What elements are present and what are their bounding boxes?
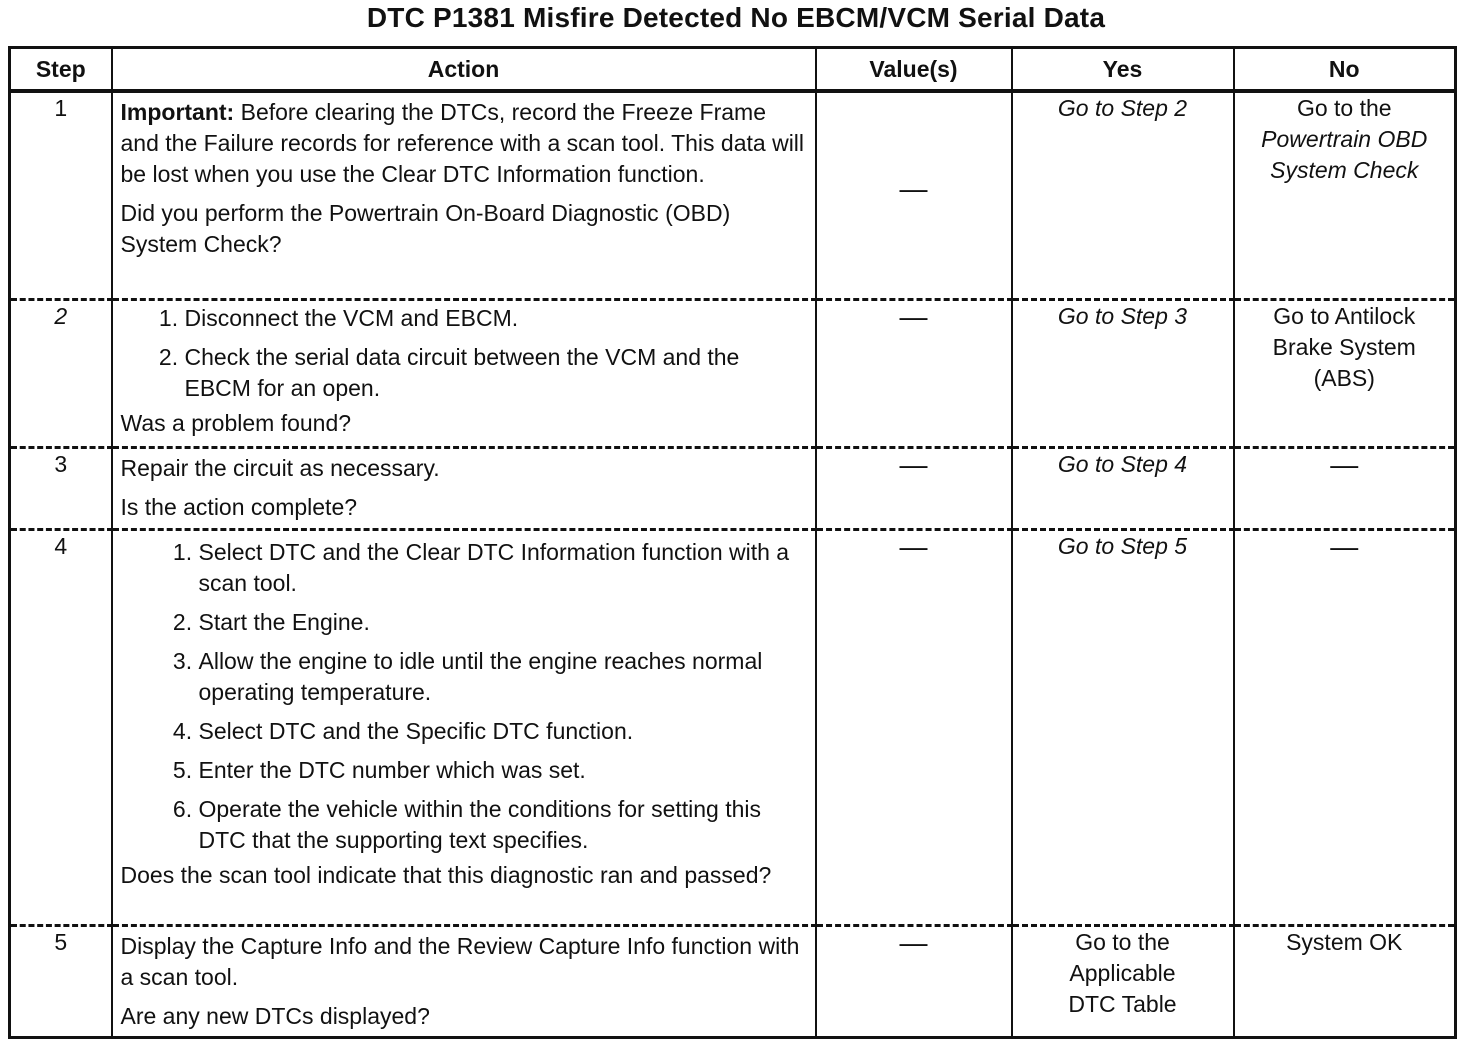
important-label: Important: (120, 99, 235, 125)
no-cell: Go to Antilock Brake System (ABS) (1234, 299, 1456, 447)
action-list-item: 5. Enter the DTC number which was set. (199, 755, 807, 786)
action-list-item: 2. Check the serial data circuit between the VCM and the EBCM for an open. (185, 342, 807, 404)
action-text: Repair the circuit as necessary. (120, 454, 440, 481)
table-row (10, 299, 1456, 447)
action-list-item: 4. Select DTC and the Specific DTC function. (199, 716, 807, 747)
table-row (10, 529, 1456, 925)
table-header-row (10, 48, 1456, 92)
yes-cell: Go to the Applicable DTC Table (1012, 925, 1234, 1037)
column-header-yes: Yes (1012, 48, 1234, 92)
yes-cell: Go to Step 2 (1012, 91, 1234, 299)
value-cell: — (816, 925, 1012, 1037)
no-cell: System OK (1234, 925, 1456, 1037)
action-text: Display the Capture Info and the Review Capture Info function with a scan tool. (120, 932, 800, 990)
column-header-values: Value(s) (816, 48, 1012, 92)
action-question: Does the scan tool indicate that this diagnostic ran and passed? (120, 861, 772, 888)
action-question: Did you perform the Powertrain On-Board Diagnostic (OBD) System Check? (120, 200, 731, 257)
action-question: Was a problem found? (120, 409, 352, 436)
step-number: 3 (10, 447, 112, 529)
column-header-no: No (1234, 48, 1456, 92)
action-question: Is the action complete? (120, 493, 358, 520)
step-number: 4 (10, 529, 112, 925)
important-text: Before clearing the DTCs, record the Freeze Frame and the Failure records for reference with a scan tool. This data will be lost when you use the Clear DTC Information function. (120, 99, 805, 187)
action-list-item: 1. Select DTC and the Clear DTC Information function with a scan tool. (199, 537, 807, 599)
no-cell-line: Go to the (1296, 95, 1392, 121)
diagnostic-table (8, 46, 1457, 1039)
yes-cell: Go to Step 4 (1012, 447, 1234, 529)
action-cell (112, 447, 816, 529)
step-number: 1 (10, 91, 112, 299)
action-cell (112, 529, 816, 925)
action-question: Are any new DTCs displayed? (120, 1002, 430, 1029)
no-cell-link: Powertrain OBD System Check (1261, 126, 1428, 183)
value-cell: — (816, 91, 1012, 299)
no-cell (1234, 91, 1456, 299)
action-list-item: 3. Allow the engine to idle until the engine reaches normal operating temperature. (199, 646, 807, 708)
no-cell: — (1234, 529, 1456, 925)
action-cell (112, 91, 816, 299)
step-number: 5 (10, 925, 112, 1037)
action-list-item: 2. Start the Engine. (199, 607, 807, 638)
action-list-item: 6. Operate the vehicle within the conditions for setting this DTC that the supporting text specifies. (199, 794, 807, 856)
table-row (10, 447, 1456, 529)
action-cell (112, 925, 816, 1037)
table-row (10, 925, 1456, 1037)
step-number: 2 (10, 299, 112, 447)
yes-cell: Go to Step 5 (1012, 529, 1234, 925)
yes-cell: Go to Step 3 (1012, 299, 1234, 447)
value-cell: — (816, 299, 1012, 447)
no-cell: — (1234, 447, 1456, 529)
action-cell (112, 299, 816, 447)
column-header-step: Step (10, 48, 112, 92)
action-list-item: 1. Disconnect the VCM and EBCM. (185, 303, 807, 334)
page-title: DTC P1381 Misfire Detected No EBCM/VCM Serial Data (366, 2, 1106, 33)
column-header-action: Action (112, 48, 816, 92)
table-row (10, 91, 1456, 299)
important-note (121, 97, 807, 190)
value-cell: — (816, 447, 1012, 529)
value-cell: — (816, 529, 1012, 925)
